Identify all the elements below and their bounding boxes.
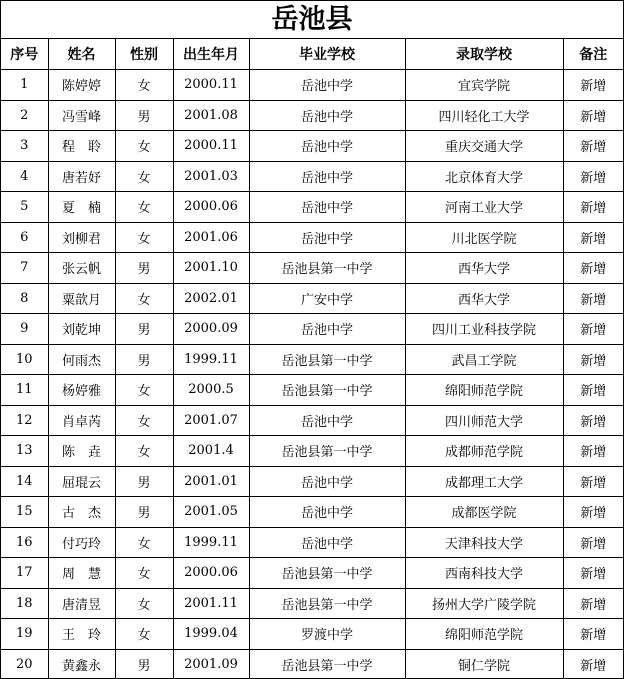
table-row — [1, 344, 623, 375]
cell-name: 冯雪峰 — [48, 100, 115, 131]
cell-remark: 新增 — [563, 161, 623, 192]
cell-birth: 2000.06 — [173, 558, 249, 589]
cell-gender: 女 — [115, 436, 173, 467]
cell-admitted-school: 西华大学 — [405, 283, 563, 314]
cell-index: 15 — [1, 497, 48, 528]
header-remark: 备注 — [563, 39, 623, 70]
cell-remark: 新增 — [563, 588, 623, 619]
cell-admitted-school: 四川工业科技学院 — [405, 314, 563, 345]
table-row — [1, 375, 623, 406]
cell-graduated-school: 岳池县第一中学 — [249, 436, 405, 467]
cell-graduated-school: 岳池中学 — [249, 161, 405, 192]
cell-name: 何雨杰 — [48, 344, 115, 375]
cell-gender: 男 — [115, 344, 173, 375]
cell-name: 张云帆 — [48, 253, 115, 284]
cell-graduated-school: 岳池中学 — [249, 70, 405, 101]
cell-gender: 男 — [115, 497, 173, 528]
table-row — [1, 588, 623, 619]
table-row — [1, 466, 623, 497]
table-row — [1, 558, 623, 589]
cell-birth: 2000.06 — [173, 192, 249, 223]
cell-admitted-school: 铜仁学院 — [405, 649, 563, 679]
table-row — [1, 100, 623, 131]
cell-gender: 女 — [115, 222, 173, 253]
cell-remark: 新增 — [563, 314, 623, 345]
cell-gender: 女 — [115, 405, 173, 436]
cell-graduated-school: 岳池中学 — [249, 100, 405, 131]
cell-birth: 2001.01 — [173, 466, 249, 497]
cell-index: 10 — [1, 344, 48, 375]
cell-name: 程 聆 — [48, 131, 115, 162]
cell-name: 杨婷雅 — [48, 375, 115, 406]
cell-gender: 女 — [115, 619, 173, 650]
cell-remark: 新增 — [563, 649, 623, 679]
cell-gender: 男 — [115, 100, 173, 131]
cell-index: 3 — [1, 131, 48, 162]
cell-index: 5 — [1, 192, 48, 223]
cell-gender: 男 — [115, 253, 173, 284]
table-body — [1, 70, 623, 679]
cell-graduated-school: 岳池中学 — [249, 527, 405, 558]
cell-birth: 2000.11 — [173, 131, 249, 162]
table-row — [1, 619, 623, 650]
cell-remark: 新增 — [563, 253, 623, 284]
table-row — [1, 497, 623, 528]
table-row — [1, 527, 623, 558]
cell-name: 陈 垚 — [48, 436, 115, 467]
cell-admitted-school: 北京体育大学 — [405, 161, 563, 192]
cell-birth: 1999.04 — [173, 619, 249, 650]
header-graduated-school: 毕业学校 — [249, 39, 405, 70]
cell-graduated-school: 罗渡中学 — [249, 619, 405, 650]
cell-remark: 新增 — [563, 558, 623, 589]
cell-gender: 女 — [115, 192, 173, 223]
cell-name: 周 慧 — [48, 558, 115, 589]
admission-table — [1, 39, 623, 679]
cell-graduated-school: 岳池中学 — [249, 466, 405, 497]
cell-graduated-school: 岳池县第一中学 — [249, 253, 405, 284]
cell-gender: 女 — [115, 558, 173, 589]
cell-graduated-school: 岳池县第一中学 — [249, 375, 405, 406]
table-row — [1, 649, 623, 679]
cell-birth: 2001.09 — [173, 649, 249, 679]
cell-birth: 2001.4 — [173, 436, 249, 467]
cell-name: 夏 楠 — [48, 192, 115, 223]
cell-admitted-school: 武昌工学院 — [405, 344, 563, 375]
cell-admitted-school: 川北医学院 — [405, 222, 563, 253]
cell-birth: 2001.05 — [173, 497, 249, 528]
cell-admitted-school: 成都师范学院 — [405, 436, 563, 467]
cell-graduated-school: 岳池中学 — [249, 192, 405, 223]
cell-admitted-school: 河南工业大学 — [405, 192, 563, 223]
cell-remark: 新增 — [563, 436, 623, 467]
cell-gender: 女 — [115, 161, 173, 192]
cell-index: 19 — [1, 619, 48, 650]
cell-admitted-school: 绵阳师范学院 — [405, 375, 563, 406]
cell-name: 古 杰 — [48, 497, 115, 528]
cell-remark: 新增 — [563, 619, 623, 650]
cell-index: 17 — [1, 558, 48, 589]
cell-admitted-school: 四川轻化工大学 — [405, 100, 563, 131]
cell-birth: 2001.10 — [173, 253, 249, 284]
cell-remark: 新增 — [563, 466, 623, 497]
table-row — [1, 253, 623, 284]
table-row — [1, 70, 623, 101]
cell-birth: 2000.5 — [173, 375, 249, 406]
cell-index: 18 — [1, 588, 48, 619]
cell-index: 1 — [1, 70, 48, 101]
cell-gender: 女 — [115, 70, 173, 101]
cell-index: 9 — [1, 314, 48, 345]
cell-admitted-school: 绵阳师范学院 — [405, 619, 563, 650]
cell-admitted-school: 西南科技大学 — [405, 558, 563, 589]
cell-gender: 女 — [115, 527, 173, 558]
cell-remark: 新增 — [563, 100, 623, 131]
cell-gender: 女 — [115, 375, 173, 406]
cell-remark: 新增 — [563, 497, 623, 528]
header-gender: 性别 — [115, 39, 173, 70]
cell-admitted-school: 天津科技大学 — [405, 527, 563, 558]
cell-remark: 新增 — [563, 375, 623, 406]
cell-graduated-school: 广安中学 — [249, 283, 405, 314]
cell-remark: 新增 — [563, 527, 623, 558]
cell-index: 6 — [1, 222, 48, 253]
cell-graduated-school: 岳池中学 — [249, 405, 405, 436]
cell-birth: 2001.11 — [173, 588, 249, 619]
cell-index: 16 — [1, 527, 48, 558]
cell-birth: 2002.01 — [173, 283, 249, 314]
cell-gender: 男 — [115, 314, 173, 345]
cell-admitted-school: 西华大学 — [405, 253, 563, 284]
cell-index: 13 — [1, 436, 48, 467]
cell-name: 王 玲 — [48, 619, 115, 650]
table-row — [1, 222, 623, 253]
cell-birth: 2001.06 — [173, 222, 249, 253]
cell-name: 肖卓芮 — [48, 405, 115, 436]
header-birth: 出生年月 — [173, 39, 249, 70]
cell-birth: 2001.08 — [173, 100, 249, 131]
table-row — [1, 192, 623, 223]
cell-remark: 新增 — [563, 131, 623, 162]
cell-graduated-school: 岳池中学 — [249, 497, 405, 528]
cell-gender: 女 — [115, 131, 173, 162]
cell-graduated-school: 岳池县第一中学 — [249, 588, 405, 619]
cell-remark: 新增 — [563, 222, 623, 253]
table-row — [1, 283, 623, 314]
cell-admitted-school: 宜宾学院 — [405, 70, 563, 101]
cell-name: 唐若妤 — [48, 161, 115, 192]
cell-gender: 女 — [115, 283, 173, 314]
page-title: 岳池县 — [1, 1, 623, 39]
cell-remark: 新增 — [563, 283, 623, 314]
cell-gender: 男 — [115, 649, 173, 679]
cell-index: 11 — [1, 375, 48, 406]
table-row — [1, 314, 623, 345]
header-index: 序号 — [1, 39, 48, 70]
cell-index: 2 — [1, 100, 48, 131]
cell-birth: 2000.11 — [173, 70, 249, 101]
cell-name: 唐清昱 — [48, 588, 115, 619]
cell-graduated-school: 岳池县第一中学 — [249, 649, 405, 679]
cell-index: 4 — [1, 161, 48, 192]
cell-name: 粟歆月 — [48, 283, 115, 314]
cell-birth: 1999.11 — [173, 344, 249, 375]
cell-birth: 2000.09 — [173, 314, 249, 345]
table-row — [1, 131, 623, 162]
cell-index: 12 — [1, 405, 48, 436]
header-row — [1, 39, 623, 70]
cell-remark: 新增 — [563, 344, 623, 375]
cell-graduated-school: 岳池中学 — [249, 314, 405, 345]
cell-gender: 男 — [115, 466, 173, 497]
cell-admitted-school: 成都医学院 — [405, 497, 563, 528]
cell-graduated-school: 岳池县第一中学 — [249, 558, 405, 589]
cell-gender: 女 — [115, 588, 173, 619]
table-row — [1, 161, 623, 192]
cell-admitted-school: 重庆交通大学 — [405, 131, 563, 162]
cell-graduated-school: 岳池中学 — [249, 222, 405, 253]
header-name: 姓名 — [48, 39, 115, 70]
cell-name: 黄鑫永 — [48, 649, 115, 679]
cell-birth: 2001.03 — [173, 161, 249, 192]
cell-admitted-school: 扬州大学广陵学院 — [405, 588, 563, 619]
cell-remark: 新增 — [563, 405, 623, 436]
cell-name: 付巧玲 — [48, 527, 115, 558]
cell-graduated-school: 岳池中学 — [249, 131, 405, 162]
cell-name: 陈婷婷 — [48, 70, 115, 101]
cell-index: 14 — [1, 466, 48, 497]
cell-remark: 新增 — [563, 192, 623, 223]
cell-name: 刘乾坤 — [48, 314, 115, 345]
cell-graduated-school: 岳池县第一中学 — [249, 344, 405, 375]
cell-admitted-school: 四川师范大学 — [405, 405, 563, 436]
cell-name: 刘柳君 — [48, 222, 115, 253]
cell-admitted-school: 成都理工大学 — [405, 466, 563, 497]
cell-index: 20 — [1, 649, 48, 679]
cell-index: 8 — [1, 283, 48, 314]
table-row — [1, 436, 623, 467]
header-admitted-school: 录取学校 — [405, 39, 563, 70]
cell-remark: 新增 — [563, 70, 623, 101]
cell-name: 屈琨云 — [48, 466, 115, 497]
table-row — [1, 405, 623, 436]
cell-birth: 1999.11 — [173, 527, 249, 558]
cell-index: 7 — [1, 253, 48, 284]
cell-birth: 2001.07 — [173, 405, 249, 436]
